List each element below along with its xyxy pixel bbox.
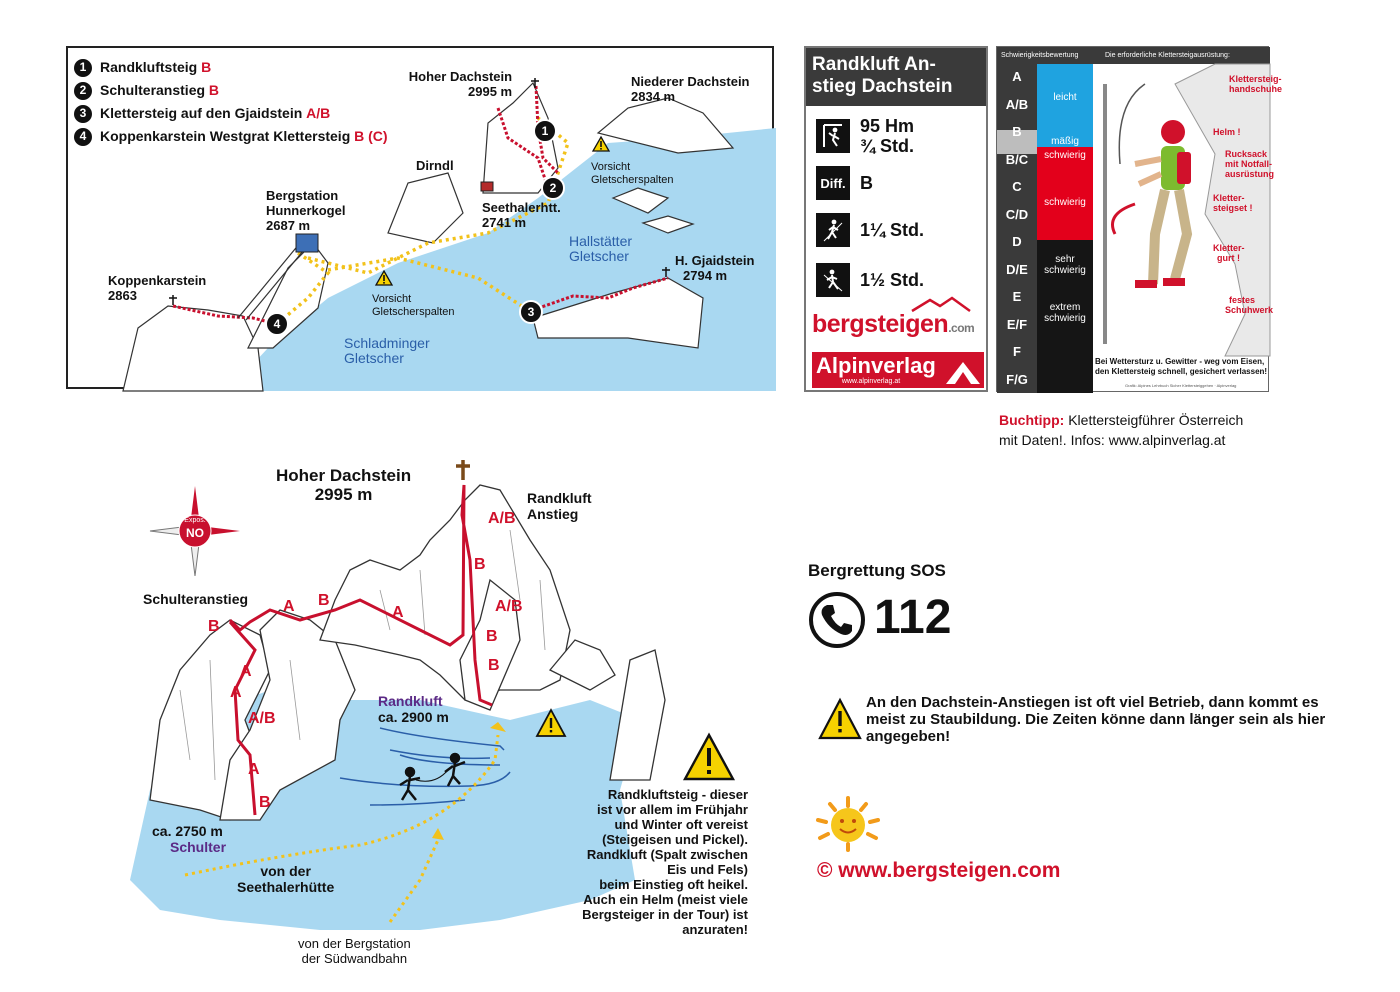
- band-moderate: mäßig: [1037, 130, 1093, 147]
- warning-randkluft: [536, 709, 566, 742]
- grade-label: E: [1012, 289, 1022, 304]
- warning-text-north: [591, 161, 674, 187]
- legend-route-name: Schulteranstieg: [100, 82, 206, 98]
- height-time: ¾ Std.: [860, 136, 915, 156]
- route-legend: [74, 56, 388, 148]
- note-line: Randkluft (Spalt zwischen: [586, 847, 748, 862]
- grade-label: E/F: [1006, 317, 1028, 332]
- route-marker-3: 3: [519, 300, 543, 324]
- equip-label: handschuhe: [1229, 84, 1283, 94]
- grade-marker: B: [208, 618, 220, 635]
- approach-line: Seethalerhütte: [237, 879, 335, 895]
- peak-name: Hoher Dachstein: [408, 69, 513, 84]
- note-line: beim Einstieg oft heikel.: [599, 877, 748, 892]
- overview-map: [66, 46, 774, 389]
- approach-from-station: [298, 936, 411, 966]
- note-line: und Winter oft vereist: [614, 817, 748, 832]
- info-ascent-row: [816, 213, 924, 247]
- band-easy: leicht: [1037, 64, 1093, 130]
- sos-number: 112: [874, 591, 952, 644]
- grade-label: C/D: [1005, 207, 1029, 222]
- legend-route-grade: B: [208, 82, 220, 98]
- info-height-text: [860, 116, 914, 156]
- route-marker-4: 4: [265, 312, 289, 336]
- peak-label-dirndl: Dirndl: [416, 158, 454, 173]
- book-tip: [999, 410, 1243, 450]
- warning-line: Vorsicht: [591, 161, 631, 173]
- note-line: anzuraten!: [682, 922, 748, 937]
- legend-route-grade: B: [201, 59, 212, 75]
- randkluft-name: Randkluft: [378, 693, 443, 709]
- legend-item: [74, 56, 388, 79]
- peak-label-koppenkarstein: [108, 273, 206, 303]
- grade-label: C: [1012, 179, 1022, 194]
- warning-icon: [536, 709, 566, 737]
- route-name-line2: Anstieg: [527, 506, 579, 522]
- alpinverlag-logo: [812, 352, 984, 388]
- station-name-line1: Bergstation: [266, 188, 339, 203]
- publisher-name: Alpinverlag: [816, 353, 936, 378]
- approach-line: von der Bergstation: [298, 936, 411, 951]
- route-number-badge: 3: [74, 105, 92, 123]
- info-total-row: [816, 263, 924, 297]
- note-line: Randkluftsteig - dieser: [607, 787, 748, 802]
- schulter-name: Schulter: [170, 839, 227, 855]
- warning-note-icon: [683, 733, 735, 786]
- glacier-name-line1: Hallstätter: [569, 233, 633, 249]
- sos-title: Bergrettung SOS: [808, 561, 946, 580]
- grade-marker: A: [248, 761, 260, 778]
- alpinverlag-mountain-icon: [946, 358, 980, 384]
- station-altitude: 2687 m: [266, 218, 311, 233]
- grade-marker: B: [474, 556, 486, 573]
- copyright-link[interactable]: © www.bergsteigen.com: [817, 859, 1061, 882]
- equip-label: Klettersteig-: [1229, 74, 1282, 84]
- band-difficult-upper: schwierig: [1037, 147, 1093, 164]
- phone-icon: [808, 591, 866, 654]
- grade-label: B: [1012, 124, 1022, 139]
- scale-footer-line: Bei Wettersturz u. Gewitter - weg vom Eisen,: [1095, 357, 1265, 366]
- peak-name: Niederer Dachstein: [631, 74, 750, 89]
- scale-header-left: Schwierigkeitsbewertung: [1001, 52, 1079, 59]
- route-label-randkluft: [527, 490, 592, 522]
- height-value: 95 Hm: [860, 116, 915, 136]
- brand-name: bergsteigen: [812, 310, 949, 338]
- warning-icon: [592, 136, 610, 152]
- info-difficulty-row: [816, 166, 873, 200]
- compass-rose: [150, 486, 240, 581]
- legend-item: [74, 125, 388, 148]
- compass-value: NO: [186, 526, 204, 540]
- warning-line: Vorsicht: [372, 293, 412, 305]
- summit-name: Hoher Dachstein: [276, 466, 412, 485]
- warning-icon: [375, 270, 393, 286]
- scale-header: [997, 47, 1270, 64]
- peak-altitude: 2794 m: [683, 268, 728, 283]
- randkluft-label: [378, 693, 449, 725]
- route-label-schulteranstieg: Schulteranstieg: [143, 591, 249, 607]
- book-tip-line2: mit Daten!. Infos: www.alpinverlag.at: [999, 432, 1226, 448]
- bergsteigen-logo: [812, 310, 974, 339]
- station-label-hunnerkogel: [266, 188, 345, 233]
- legend-route-name: Klettersteig auf den Gjaidstein: [100, 105, 303, 121]
- peak-name: Koppenkarstein: [108, 273, 207, 288]
- publisher-url: www.alpinverlag.at: [841, 378, 901, 385]
- route-name-line1: Randkluft: [527, 490, 592, 506]
- warning-icon: [818, 698, 862, 740]
- legend-item: [74, 79, 388, 102]
- ascent-time: 1¼ Std.: [860, 220, 925, 240]
- difficulty-scale-panel: [996, 46, 1283, 392]
- notice-warning-icon: [818, 698, 862, 745]
- info-height-row: [816, 116, 914, 156]
- grade-marker: A/B: [495, 598, 523, 615]
- peak-label-niederer-dachstein: [631, 74, 750, 104]
- legend-route-grade: A/B: [306, 105, 331, 121]
- info-card-title: [806, 48, 986, 106]
- schulter-label: [152, 823, 226, 855]
- note-line: Eis und Fels): [667, 862, 748, 877]
- equip-label: Helm !: [1213, 127, 1241, 137]
- equip-label: gurt !: [1217, 253, 1240, 263]
- equip-label: Kletter-: [1213, 243, 1245, 253]
- legend-route-name: Randkluftsteig: [100, 59, 198, 75]
- ascent-hiker-icon: [816, 213, 850, 247]
- scale-credit: Grafik: Alpines Lehrbuch Sicher Klettersteiggehen · Alpinverlag: [1125, 383, 1237, 388]
- grade-marker: A/B: [488, 510, 516, 527]
- equip-label: festes: [1229, 295, 1256, 305]
- total-time: 1½ Std.: [860, 270, 925, 290]
- grade-marker: B: [318, 592, 330, 609]
- legend-item: [74, 102, 388, 125]
- band-difficult: schwierig: [1037, 164, 1093, 240]
- difficulty-value: B: [860, 173, 873, 193]
- peak-altitude: 2863: [108, 288, 137, 303]
- grade-marker: B: [488, 657, 500, 674]
- warning-line: Gletscherspalten: [591, 174, 674, 186]
- icing-warning-note: [560, 787, 748, 937]
- route-number-badge: 2: [74, 82, 92, 100]
- approach-line: von der: [260, 863, 311, 879]
- sun-logo-icon: [808, 794, 890, 859]
- grade-marker: A/B: [248, 710, 276, 727]
- grade-marker: A: [283, 598, 295, 615]
- hut-name: Seethalerhtt.: [482, 200, 561, 215]
- equip-label: Schuhwerk: [1225, 305, 1274, 315]
- legend-route-name: Koppenkarstein Westgrat Klettersteig: [100, 128, 351, 144]
- grade-label: D: [1012, 234, 1022, 249]
- summit-altitude: 2995 m: [314, 485, 373, 504]
- legend-route-grade: B (C): [354, 128, 388, 144]
- grade-marker: B: [486, 628, 498, 645]
- peak-label-hoher-dachstein: [400, 69, 512, 99]
- route-info-card: [804, 46, 988, 392]
- equip-label: Rucksack: [1225, 149, 1268, 159]
- difficulty-icon: Diff.: [816, 166, 850, 200]
- approach-line: der Südwandbahn: [301, 951, 408, 966]
- grade-label: A/B: [1005, 97, 1029, 112]
- descent-hiker-icon: [816, 263, 850, 297]
- title-line: Randkluft An-: [812, 54, 936, 75]
- glacier-name-line2: Gletscher: [344, 350, 404, 366]
- brand-suffix: .com: [948, 321, 975, 335]
- grade-label: D/E: [1006, 262, 1028, 277]
- scale-footer: [1095, 357, 1267, 377]
- approach-from-hut: [237, 863, 334, 895]
- summit-label: [276, 466, 411, 504]
- route-number-badge: 1: [74, 59, 92, 77]
- note-line: Auch ein Helm (meist viele: [583, 892, 748, 907]
- peak-name: H. Gjaidstein: [675, 253, 755, 268]
- glacier-name-line2: Gletscher: [569, 248, 629, 264]
- scale-footer-line: den Klettersteig schnell, gesichert verlassen!: [1095, 367, 1268, 376]
- station-name-line2: Hunnerkogel: [266, 203, 346, 218]
- schulter-altitude: ca. 2750 m: [152, 823, 223, 839]
- band-very-difficult: sehr schwierig: [1037, 240, 1093, 290]
- grade-marker: B: [259, 794, 271, 811]
- route-number-badge: 4: [74, 128, 92, 146]
- hut-label-seethalerhuette: [482, 200, 561, 230]
- grade-label: F: [1013, 344, 1021, 359]
- book-tip-text: Klettersteigführer Österreich: [1068, 412, 1244, 428]
- title-line: stieg Dachstein: [812, 76, 953, 97]
- grade-marker: A: [230, 684, 242, 701]
- climbing-height-icon: [816, 119, 850, 153]
- grade-marker: A: [240, 663, 252, 680]
- glacier-label-hallstatt: [569, 234, 632, 264]
- warning-text-south: [372, 293, 455, 319]
- grade-label: F/G: [1006, 372, 1028, 387]
- note-line: (Steigeisen und Pickel).: [602, 832, 748, 847]
- route-marker-2: 2: [541, 176, 565, 200]
- equip-label: Kletter-: [1213, 193, 1245, 203]
- grade-marker: A: [392, 604, 404, 621]
- compass-label: Expos.: [184, 517, 206, 524]
- note-line: ist vor allem im Frühjahr: [597, 802, 748, 817]
- glacier-name-line1: Schladminger: [344, 335, 430, 351]
- randkluft-altitude: ca. 2900 m: [378, 709, 449, 725]
- equip-label: mit Notfall-: [1225, 159, 1272, 169]
- route-marker-1: 1: [533, 119, 557, 143]
- equip-label: steigset !: [1213, 203, 1253, 213]
- congestion-notice: An den Dachstein-Anstiegen ist oft viel Betrieb, dann kommt es meist zu Staubildung. Die Zeiten könne dann länger sein als hier angegeben!: [866, 694, 1326, 745]
- hut-altitude: 2741 m: [482, 215, 527, 230]
- peak-altitude: 2995 m: [468, 84, 513, 99]
- warning-icon: [683, 733, 735, 781]
- grade-label: B/C: [1005, 152, 1029, 167]
- grade-label: A: [1012, 69, 1022, 84]
- band-extreme: extrem schwierig: [1037, 290, 1093, 393]
- note-line: Bergsteiger in der Tour) ist: [582, 907, 748, 922]
- warning-line: Gletscherspalten: [372, 306, 455, 318]
- mountain-logo-icon: [912, 298, 982, 312]
- scale-header-right: Die erforderliche Klettersteigausrüstung:: [1105, 52, 1230, 59]
- peak-altitude: 2834 m: [631, 89, 676, 104]
- equip-label: ausrüstung: [1225, 169, 1275, 179]
- glacier-label-schladming: [344, 336, 430, 366]
- book-tip-label: Buchtipp:: [999, 412, 1065, 428]
- peak-label-gjaidstein: [675, 253, 754, 283]
